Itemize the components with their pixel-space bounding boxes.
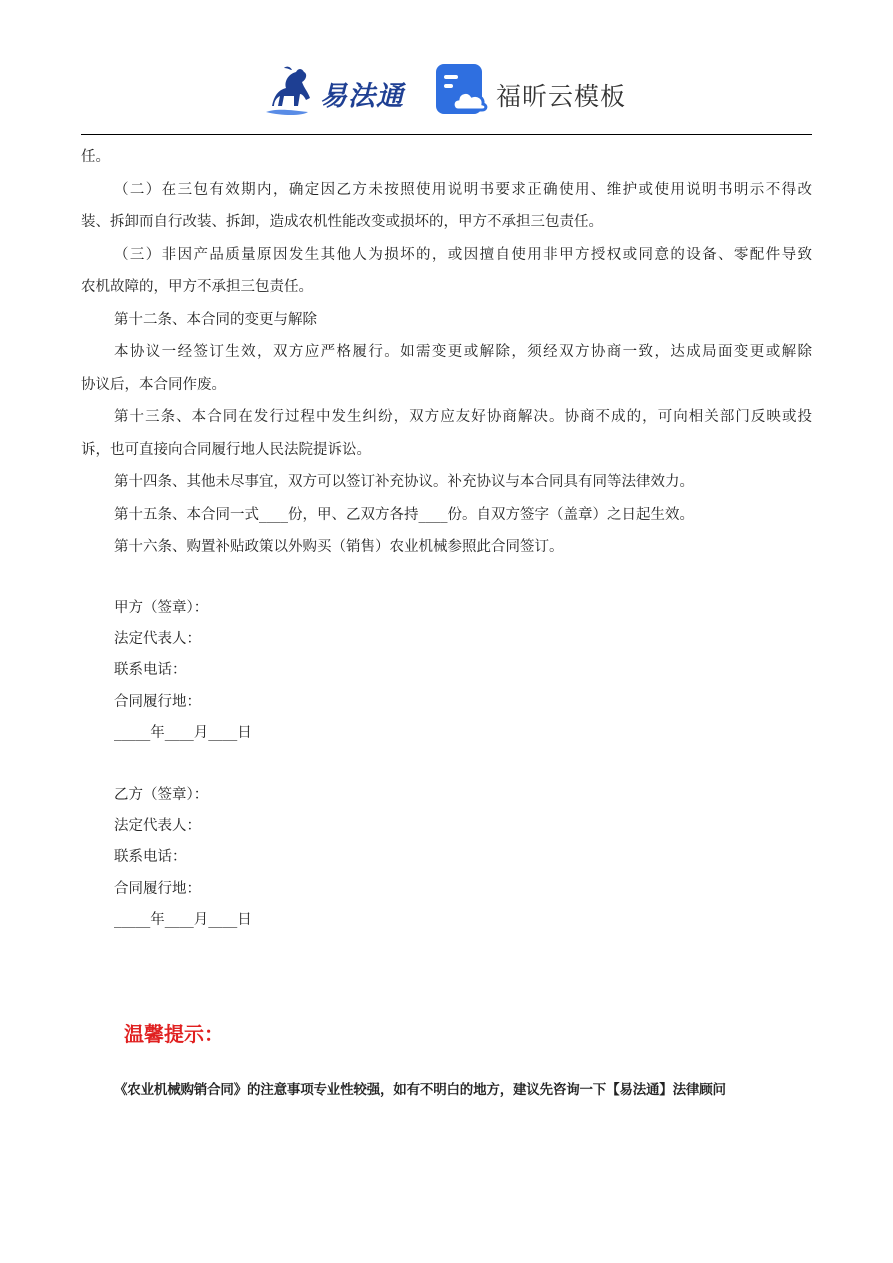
- signature-line: 法定代表人：: [114, 818, 201, 835]
- logo-left-text: 易法通: [320, 81, 404, 112]
- paragraph-line: 农机故障的，甲方不承担三包责任。: [81, 279, 313, 295]
- tip-title: 温馨提示：: [124, 1022, 224, 1046]
- paragraph-line: （二）在三包有效期内，确定因乙方未按照使用说明书要求正确使用、维护或使用说明书明示不得改: [114, 181, 812, 198]
- signature-line: 甲方（签章）：: [114, 600, 209, 616]
- signature-line: _____年____月____日: [114, 724, 252, 741]
- fuxin-logo: [436, 64, 636, 120]
- paragraph-line: 协议后，本合同作废。: [81, 376, 226, 393]
- signature-line: 联系电话：: [114, 849, 187, 866]
- contract-body: [81, 141, 812, 564]
- signature-line: 乙方（签章）：: [114, 787, 209, 803]
- signature-line: 合同履行地：: [114, 693, 201, 710]
- page-header: [0, 58, 893, 128]
- paragraph-line: 第十三条、本合同在发行过程中发生纠纷，双方应友好协商解决。协商不成的，可向相关部门反映或投: [114, 409, 812, 425]
- tip-text: 《农业机械购销合同》的注意事项专业性较强，如有不明白的地方，建议先咨询一下【易法通】法律顾问: [114, 1082, 726, 1098]
- horse-icon: [262, 62, 322, 122]
- signature-line: 法定代表人：: [114, 631, 201, 648]
- party-b-signature-block: [114, 780, 252, 936]
- yifatong-logo: [262, 62, 412, 122]
- paragraph-line: 本协议一经签订生效，双方应严格履行。如需变更或解除，须经双方协商一致，达成局面变更或解除: [114, 344, 812, 360]
- paragraph-line: 第十六条、购置补贴政策以外购买（销售）农业机械参照此合同签订。: [114, 539, 564, 555]
- party-a-signature-block: [114, 593, 252, 749]
- paragraph-line: 诉，也可直接向合同履行地人民法院提诉讼。: [81, 441, 371, 458]
- logo-right-text: 福昕云模板: [496, 82, 627, 111]
- header-divider: [81, 134, 812, 135]
- paragraph-line: 第十四条、其他未尽事宜，双方可以签订补充协议。补充协议与本合同具有同等法律效力。: [114, 474, 694, 490]
- signature-line: 合同履行地：: [114, 880, 201, 897]
- signature-line: _____年____月____日: [114, 911, 252, 928]
- cloud-document-icon: [436, 64, 488, 116]
- paragraph-line: 任。: [81, 149, 110, 165]
- paragraph-line: 第十二条、本合同的变更与解除: [114, 311, 317, 328]
- paragraph-line: 装、拆卸而自行改装、拆卸，造成农机性能改变或损坏的，甲方不承担三包责任。: [81, 214, 603, 230]
- paragraph-line: （三）非因产品质量原因发生其他人为损坏的，或因擅自使用非甲方授权或同意的设备、零配件导致: [114, 246, 812, 263]
- signature-line: 联系电话：: [114, 662, 187, 679]
- paragraph-line: 第十五条、本合同一式____份，甲、乙双方各持____份。自双方签字（盖章）之日起生效。: [114, 506, 694, 523]
